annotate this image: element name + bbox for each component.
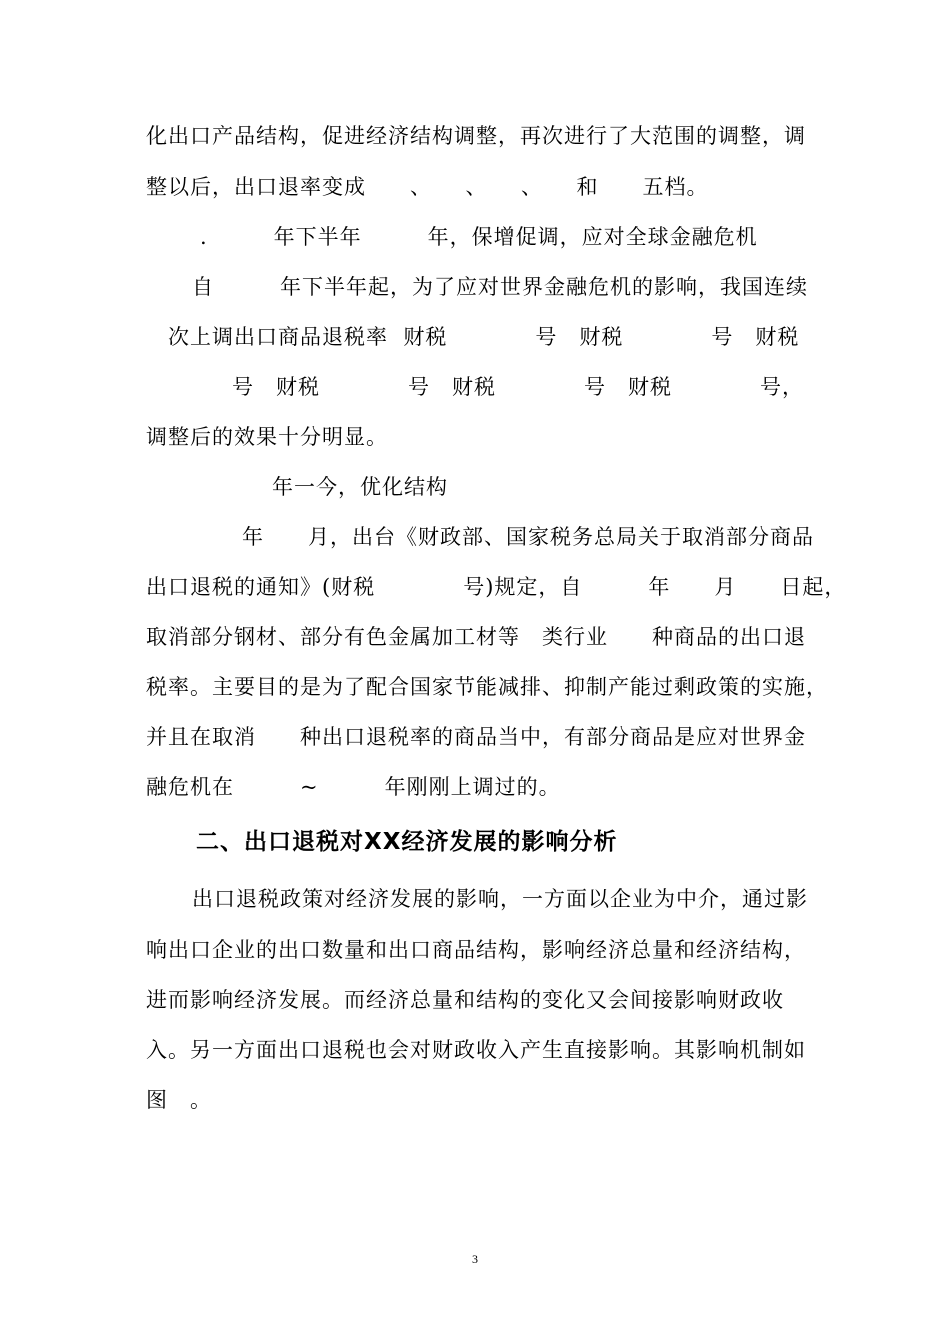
body-line: 调整后的效果十分明显。 xyxy=(146,425,388,449)
body-line: 化出口产品结构，促进经济结构调整，再次进行了大范围的调整，调 xyxy=(146,124,806,148)
body-line: 出口退税政策对经济发展的影响，一方面以企业为中介，通过影 xyxy=(192,887,808,911)
body-line: 取消部分钢材、部分有色金属加工材等 类行业 种商品的出口退 xyxy=(146,625,806,649)
body-line: 整以后，出口退率变成 、 、 、 和 五档。 xyxy=(146,175,709,199)
body-line: 入。另一方面出口退税也会对财政收入产生直接影响。其影响机制如 xyxy=(146,1038,806,1062)
body-line: 融危机在 ~ 年刚刚上调过的。 xyxy=(146,775,561,799)
body-line: 并且在取消 种出口退税率的商品当中，有部分商品是应对世界金 xyxy=(146,725,806,749)
subsection-title: 年一今，优化结构 xyxy=(272,475,448,499)
section-heading: 二、出口退税对XX经济发展的影响分析 xyxy=(196,829,618,855)
page-number: 3 xyxy=(472,1252,478,1266)
body-line: 号 财税 号 财税 号 财税 号， xyxy=(232,375,804,399)
subsection-title: . 年下半年 年，保增促调，应对全球金融危机 xyxy=(200,225,758,249)
body-line: 税率。主要目的是为了配合国家节能减排、抑制产能过剩政策的实施， xyxy=(146,675,828,699)
body-line: 年 月，出台《财政部、国家税务总局关于取消部分商品 xyxy=(242,525,814,549)
body-line: 响出口企业的出口数量和出口商品结构，影响经济总量和经济结构， xyxy=(146,938,806,962)
body-line: 进而影响经济发展。而经济总量和结构的变化又会间接影响财政收 xyxy=(146,988,784,1012)
body-line: 自 年下半年起，为了应对世界金融危机的影响，我国连续 xyxy=(192,275,808,299)
body-line: 出口退税的通知》(财税 号)规定，自 年 月 日起， xyxy=(146,575,847,599)
body-line: 图 。 xyxy=(146,1088,212,1112)
body-line: 次上调出口商品退税率 财税 号 财税 号 财税 xyxy=(168,325,800,349)
